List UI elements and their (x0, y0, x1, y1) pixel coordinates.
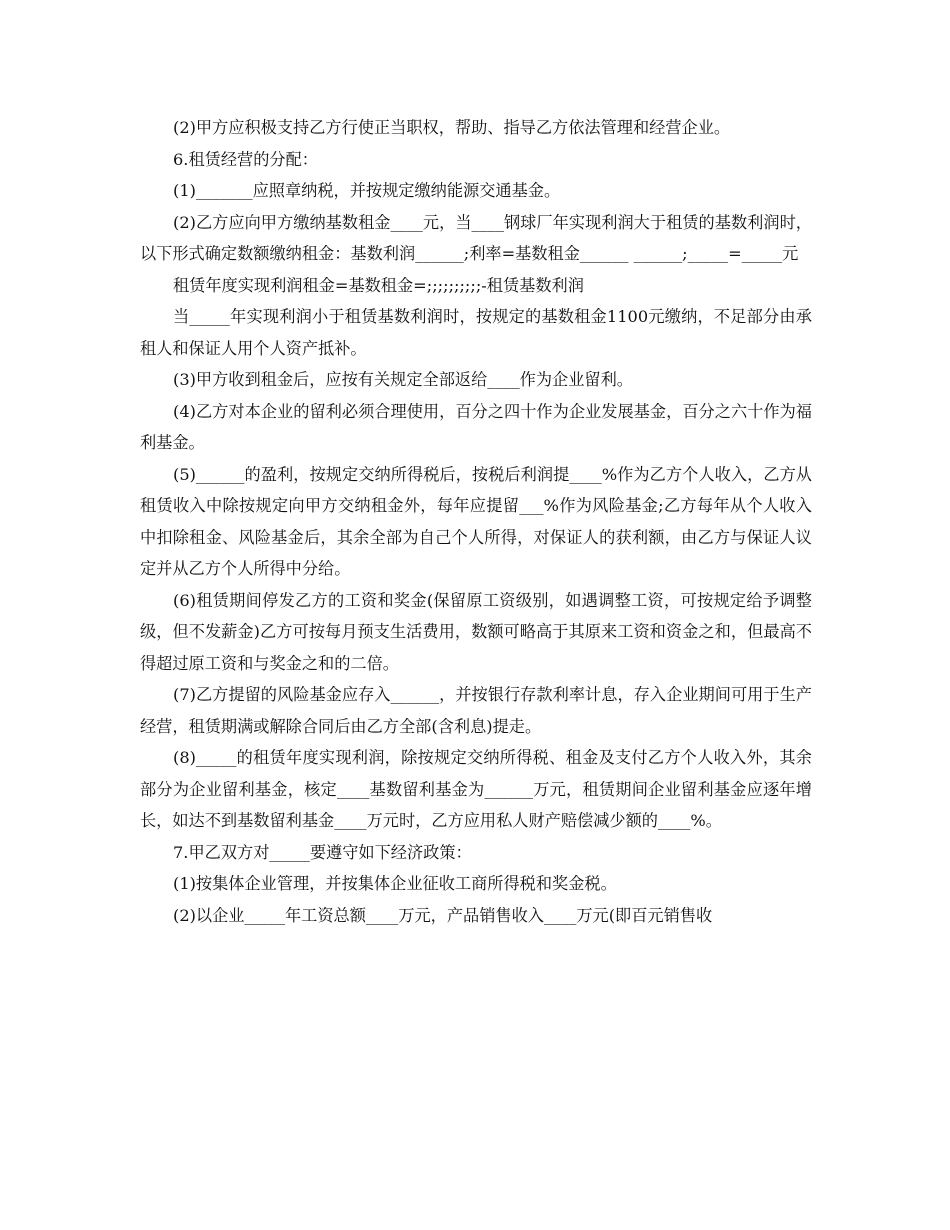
paragraph: (6)租赁期间停发乙方的工资和奖金(保留原工资级别，如遇调整工资，可按规定给予调整级，但不发薪金)乙方可按每月预支生活费用，数额可略高于其原来工资和资金之和，但最高不得超过原工资和与奖金之和的二倍。 (140, 590, 812, 673)
paragraph: (7)乙方提留的风险基金应存入______，并按银行存款利率计息，存入企业期间可用于生产经营，租赁期满或解除合同后由乙方全部(含利息)提走。 (140, 685, 812, 736)
paragraph: (2)以企业_____年工资总额____万元，产品销售收入____万元(即百元销售收 (173, 905, 713, 925)
section-heading: 6.租赁经营的分配： (173, 149, 318, 169)
paragraph: 当_____年实现利润小于租赁基数利润时，按规定的基数租金1100元缴纳，不足部分由承租人和保证人用个人资产抵补。 (140, 307, 812, 358)
paragraph: (8)_____的租赁年度实现利润，除按规定交纳所得税、租金及支付乙方个人收入外，其余部分为企业留利基金，核定____基数留利基金为______万元，租赁期间企业留利基金应逐年增长，如达不到基数留利基金____万元时，乙方应用私人财产赔偿减少额的____%。 (140, 748, 812, 830)
document-body (140, 112, 812, 931)
paragraph: (4)乙方对本企业的留利必须合理使用，百分之四十作为企业发展基金，百分之六十作为福利基金。 (140, 401, 812, 452)
section-heading: 7.甲乙双方对_____要遵守如下经济政策： (173, 842, 472, 862)
paragraph: (3)甲方收到租金后，应按有关规定全部返给____作为企业留利。 (173, 370, 633, 389)
paragraph: 租赁年度实现利润租金=基数租金=;;;;;;;;;;-租赁基数利润 (173, 275, 584, 295)
paragraph: (1)_______应照章纳税，并按规定缴纳能源交通基金。 (173, 181, 561, 200)
paragraph: (1)按集体企业管理，并按集体企业征收工商所得税和奖金税。 (173, 874, 617, 893)
paragraph: (2)乙方应向甲方缴纳基数租金____元，当____钢球厂年实现利润大于租赁的基数利润时，以下形式确定数额缴纳租金：基数利润______;利率=基数租金______ ______;_____=_____元 (140, 212, 812, 263)
paragraph: (5)______的盈利，按规定交纳所得税后，按税后利润提____%作为乙方个人收入，乙方从租赁收入中除按规定向甲方交纳租金外，每年应提留___%作为风险基金;乙方每年从个人收入中扣除租金、风险基金后，其余全部为自己个人所得，对保证人的获利额，由乙方与保证人议定并从乙方个人所得中分给。 (140, 464, 812, 578)
paragraph: (2)甲方应积极支持乙方行使正当职权，帮助、指导乙方依法管理和经营企业。 (173, 118, 731, 137)
